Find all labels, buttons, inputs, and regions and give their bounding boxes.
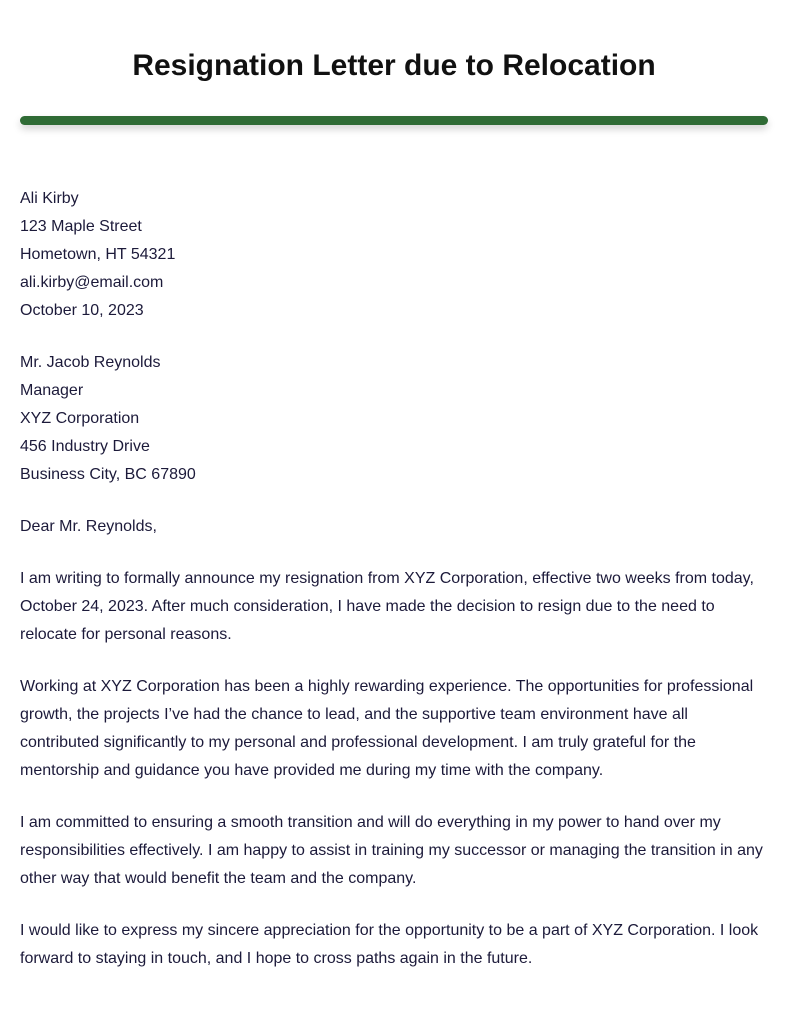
body-paragraph: I would like to express my sincere appreciation for the opportunity to be a part of XYZ Corporation. I look forward to staying in touch, and I hope to cross paths again in the future. — [20, 922, 759, 967]
title-divider — [20, 116, 768, 125]
recipient-street: 456 Industry Drive — [20, 438, 150, 455]
sender-name: Ali Kirby — [20, 190, 79, 207]
recipient-name: Mr. Jacob Reynolds — [20, 354, 161, 371]
recipient-company: XYZ Corporation — [20, 410, 140, 427]
recipient-address-block — [20, 349, 768, 489]
body-paragraph: Working at XYZ Corporation has been a highly rewarding experience. The opportunities for professional growth, the projects I’ve had the chance to lead, and the supportive team environment have all contributed significantly to my personal and professional development. I am truly grateful for the mentorship and guidance you have provided me during my time with the company. — [20, 678, 754, 779]
body-paragraph: I am writing to formally announce my resignation from XYZ Corporation, effective two weeks from today, October 24, 2023. After much consideration, I have made the decision to resign due to the need to relocate for personal reasons. — [20, 570, 754, 643]
body-paragraph: I am committed to ensuring a smooth transition and will do everything in my power to hand over my responsibilities effectively. I am happy to assist in training my successor or managing the transition in any other way that would benefit the team and the company. — [20, 814, 763, 887]
recipient-city: Business City, BC 67890 — [20, 466, 196, 483]
salutation: Dear Mr. Reynolds, — [20, 518, 157, 535]
sender-street: 123 Maple Street — [20, 218, 142, 235]
letter-date: October 10, 2023 — [20, 302, 144, 319]
sender-address-block — [20, 185, 768, 325]
sender-city: Hometown, HT 54321 — [20, 246, 176, 263]
sender-email: ali.kirby@email.com — [20, 274, 164, 291]
page-title: Resignation Letter due to Relocation — [132, 49, 656, 82]
letter-body — [20, 185, 768, 997]
recipient-title: Manager — [20, 382, 84, 399]
